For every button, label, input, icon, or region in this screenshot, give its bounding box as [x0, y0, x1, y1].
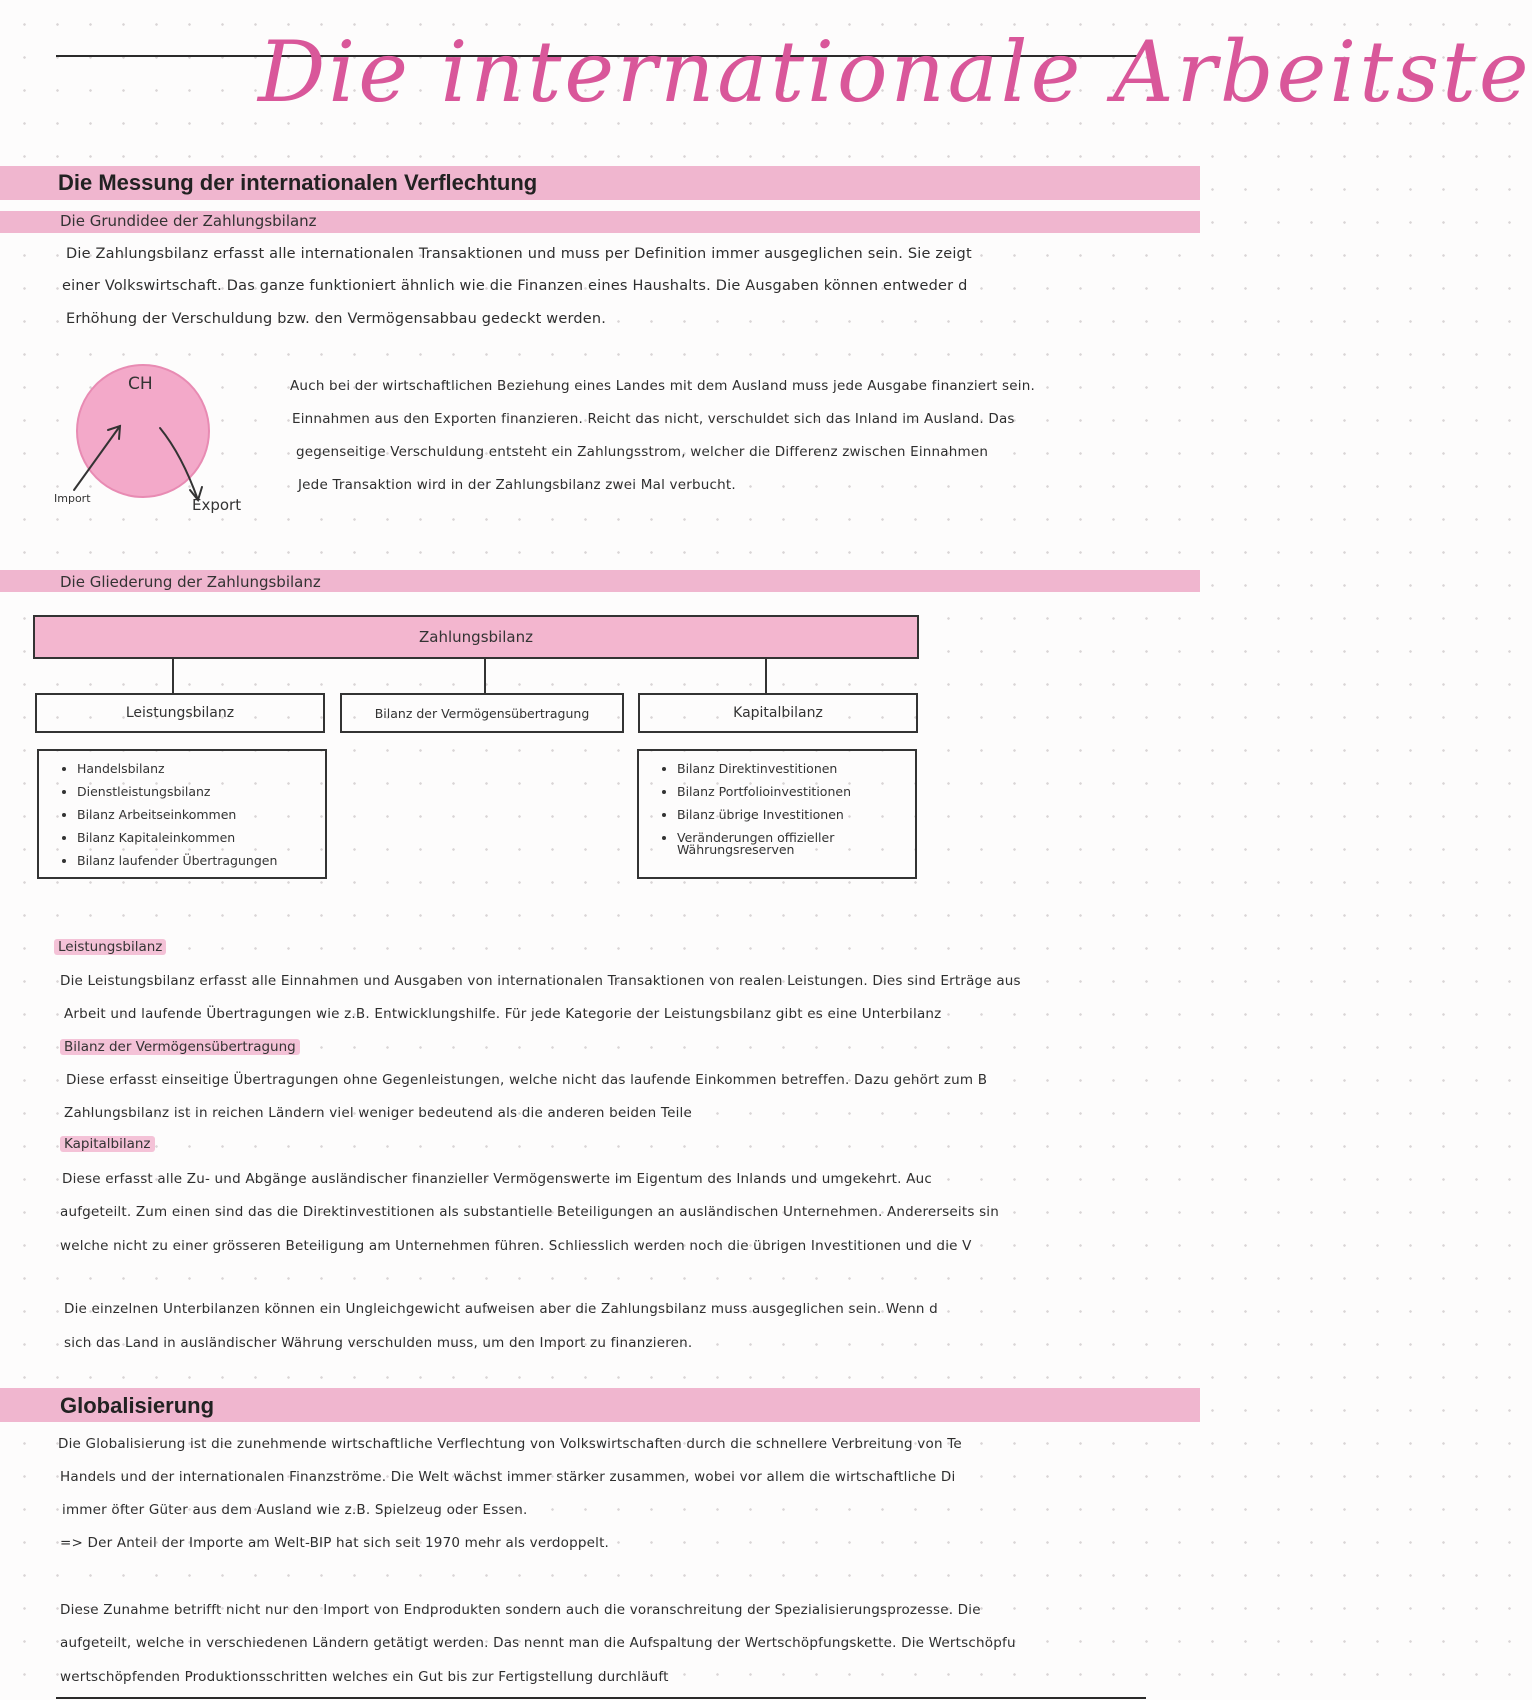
flow-arrows: [0, 0, 260, 530]
leistungsbilanz-list-box: [37, 749, 327, 879]
chart-box-label: Leistungsbilanz: [125, 705, 235, 721]
intro-line: Erhöhung der Verschuldung bzw. den Vermögensabbau gedeckt werden.: [66, 311, 607, 327]
export-label: Export: [192, 496, 242, 514]
country-label: CH: [128, 374, 153, 394]
export-arrow: [160, 428, 198, 500]
intro-line: Die Zahlungsbilanz erfasst alle internationalen Transaktionen und muss per Definition immer ausgeglichen sein. Sie zeigt: [66, 246, 972, 262]
connector-line: [484, 659, 486, 693]
import-label: Import: [54, 492, 91, 505]
side-line: Auch bei der wirtschaftlichen Beziehung eines Landes mit dem Ausland muss jede Ausgabe finanziert sein.: [290, 378, 1035, 394]
list-item: • Bilanz übrige Investitionen: [677, 803, 915, 826]
chart-box-leistungsbilanz: [35, 693, 325, 733]
section-heading: Globalisierung: [60, 1393, 215, 1418]
leistungsbilanz-label: Leistungsbilanz: [54, 939, 166, 955]
globalisierung-line: Diese Zunahme betrifft nicht nur den Import von Endprodukten sondern auch die voranschreitung der Spezialisierungsprozesse. Die: [60, 1602, 981, 1618]
globalisierung-line: Die Globalisierung ist die zunehmende wirtschaftliche Verflechtung von Volkswirtschaften durch die schnellere Verbreitung von Te: [58, 1436, 962, 1452]
chart-root-label: Zahlungsbilanz: [419, 628, 533, 646]
chart-box-label: Kapitalbilanz: [733, 705, 823, 721]
subheading-gliederung: Die Gliederung der Zahlungsbilanz: [60, 573, 321, 591]
section-heading: Die Messung der internationalen Verflechtung: [58, 170, 538, 195]
vermoegen-line: Diese erfasst einseitige Übertragungen ohne Gegenleistungen, welche nicht das laufende Einkommen betreffen. Dazu gehört zum B: [66, 1072, 988, 1088]
subheading-grundidee: Die Grundidee der Zahlungsbilanz: [60, 212, 317, 230]
list-item: • Handelsbilanz: [77, 757, 325, 780]
side-line: gegenseitige Verschuldung entsteht ein Zahlungsstrom, welcher die Differenz zwischen Einnahmen: [296, 444, 989, 460]
list-item: • Dienstleistungsbilanz: [77, 780, 325, 803]
chart-box-label: Bilanz der Vermögensübertragung: [374, 705, 590, 721]
list-item: • Bilanz Arbeitseinkommen: [77, 803, 325, 826]
chart-box-kapitalbilanz: [638, 693, 918, 733]
globalisierung-line: Handels und der internationalen Finanzströme. Die Welt wächst immer stärker zusammen, wobei vor allem die wirtschaftliche Di: [60, 1469, 956, 1485]
intro-line: einer Volkswirtschaft. Das ganze funktioniert ähnlich wie die Finanzen eines Haushalts. Die Ausgaben können entweder d: [62, 278, 968, 294]
globalisierung-line: => Der Anteil der Importe am Welt-BIP hat sich seit 1970 mehr als verdoppelt.: [60, 1535, 610, 1551]
kapitalbilanz-line: welche nicht zu einer grösseren Beteiligung am Unternehmen führen. Schliesslich werden noch die übrigen Investitionen und die V: [60, 1238, 972, 1254]
globalisierung-line: immer öfter Güter aus dem Ausland wie z.B. Spielzeug oder Essen.: [62, 1502, 528, 1518]
vermoegen-label: Bilanz der Vermögensübertragung: [60, 1039, 300, 1055]
globalisierung-line: wertschöpfenden Produktionsschritten welches ein Gut bis zur Fertigstellung durchläuft: [60, 1669, 669, 1685]
kapitalbilanz-list-box: [637, 749, 917, 879]
import-arrow: [74, 426, 120, 490]
bottom-rule: [56, 1697, 1146, 1699]
list-item: • Bilanz Kapitaleinkommen: [77, 826, 325, 849]
kapitalbilanz-line: Diese erfasst alle Zu- und Abgänge ausländischer finanzieller Vermögenswerte im Eigentum des Inlands und umgekehrt. Auc: [62, 1171, 932, 1187]
connector-line: [172, 659, 174, 693]
leistungsbilanz-line: Die Leistungsbilanz erfasst alle Einnahmen und Ausgaben von internationalen Transaktionen von realen Leistungen. Dies sind Erträge aus: [60, 973, 1021, 989]
chart-box-vermoegen: [340, 693, 624, 733]
kapitalbilanz-line: aufgeteilt. Zum einen sind das die Direktinvestitionen als substantielle Beteiligungen an ausländischen Unternehmen. Andererseits sin: [60, 1204, 1000, 1220]
list-item: • Veränderungen offizieller: [677, 826, 915, 849]
conclusion-line: Die einzelnen Unterbilanzen können ein Ungleichgewicht aufweisen aber die Zahlungsbilanz muss ausgeglichen sein. Wenn d: [64, 1301, 938, 1317]
connector-line: [765, 659, 767, 693]
list-item: • Bilanz Portfolioinvestitionen: [677, 780, 915, 803]
kapitalbilanz-label: Kapitalbilanz: [60, 1136, 155, 1152]
list-item: Währungsreserven: [677, 842, 795, 857]
side-line: Jede Transaktion wird in der Zahlungsbilanz zwei Mal verbucht.: [298, 477, 736, 493]
page-title: Die internationale Arbeitste: [258, 23, 1532, 121]
chart-root-box: [33, 615, 919, 659]
list-item: • Bilanz laufender Übertragungen: [77, 849, 325, 872]
vermoegen-line: Zahlungsbilanz ist in reichen Ländern viel weniger bedeutend als die anderen beiden Teile: [64, 1105, 692, 1121]
side-line: Einnahmen aus den Exporten finanzieren. Reicht das nicht, verschuldet sich das Inland im Ausland. Das: [292, 411, 1015, 427]
list-item: • Bilanz Direktinvestitionen: [677, 757, 915, 780]
globalisierung-line: aufgeteilt, welche in verschiedenen Ländern getätigt werden. Das nennt man die Aufspaltung der Wertschöpfungskette. Die Wertschöpfu: [60, 1635, 1016, 1651]
leistungsbilanz-line: Arbeit und laufende Übertragungen wie z.B. Entwicklungshilfe. Für jede Kategorie der Leistungsbilanz gibt es eine Unterbilanz: [64, 1006, 942, 1022]
conclusion-line: sich das Land in ausländischer Währung verschulden muss, um den Import zu finanzieren.: [64, 1335, 693, 1351]
